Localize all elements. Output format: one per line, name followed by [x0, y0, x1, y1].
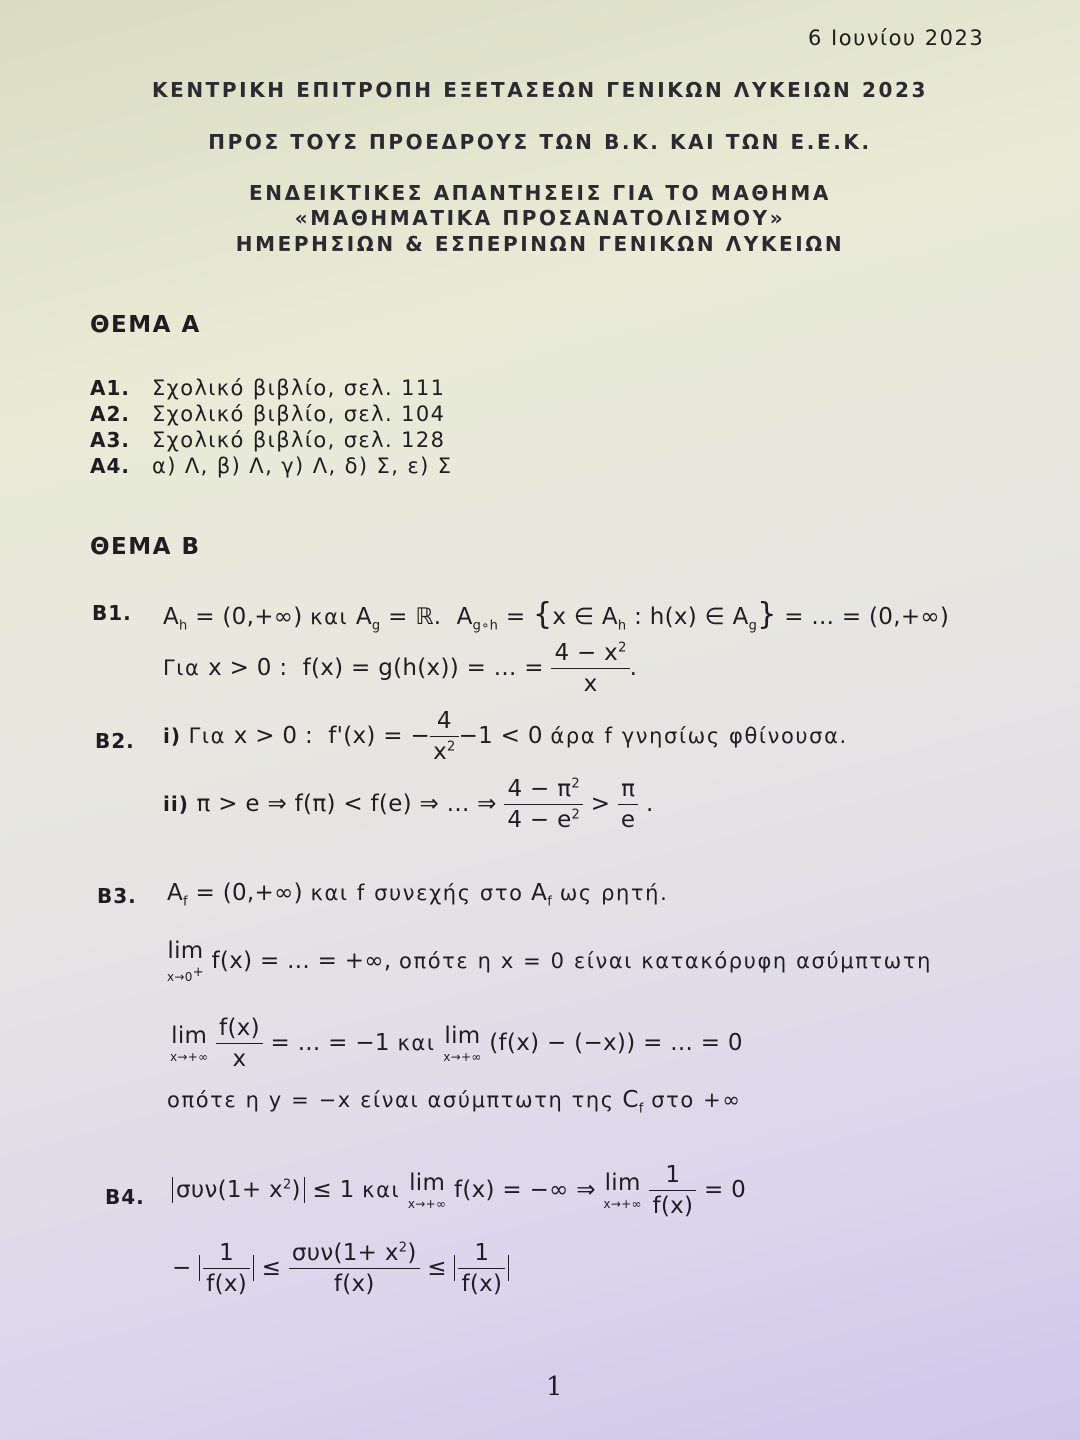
a3-text: Σχολικό βιβλίο, σελ. 128 [152, 428, 446, 452]
b3-label: Β3. [97, 884, 137, 908]
header-line-3: ΕΝΔΕΙΚΤΙΚΕΣ ΑΠΑΝΤΗΣΕΙΣ ΓΙΑ ΤΟ ΜΑΘΗΜΑ [249, 181, 831, 205]
b2-gia: Για [188, 724, 227, 748]
b1-formula-line-1: $A_h = (0,+\infty)$ και $A_g$ = ℝ. $A_{g\circ h} = \{x$ ∈ $A_h$ : h(x) ∈ $A_g$} = ... = (0,+∞) [163, 597, 950, 634]
b2-formula-ii: ii) π > e ⇒ f(π) < f(e) ⇒ ... ⇒ $\frac{4 - \pi^2}{4 - e^2}$ > $\frac{\pi}{e}$ . [163, 776, 654, 833]
a1-text: Σχολικό βιβλίο, σελ. 111 [152, 376, 446, 400]
b1-label: Β1. [92, 601, 132, 625]
b3-line-3: lim x→+∞ $\frac{f(x)}{x}$ = ... = −1 και lim x→+∞ (f(x) − (−x)) = ... = 0 [170, 1015, 743, 1072]
b3-line1-text: και f συνεχής στο [310, 881, 524, 905]
b4-line-1: $\sigma\upsilon\nu(1+ x^2) \le 1$ και lim x→+∞ f(x) = −∞ ⇒ lim x→+∞ $\frac{1}{f(x)}$ = 0 [172, 1162, 746, 1219]
a4-label: Α4. [90, 454, 130, 478]
b4-line-2: − $\frac{1}{f(x)}$ ≤ $\frac{\sigma\upsilon\nu(1+ x^2)}{f(x)}$ ≤ $\frac{1}{f(x)}$ [172, 1240, 509, 1297]
page-number: 1 [546, 1372, 563, 1402]
b3-kai: και [397, 1031, 436, 1055]
header-line-1: ΚΕΝΤΡΙΚΗ ΕΠΙΤΡΟΠΗ ΕΞΕΤΑΣΕΩΝ ΓΕΝΙΚΩΝ ΛΥΚΕΙΩΝ 2023 [151, 78, 929, 102]
b3-line-4: οπότε η y = −x είναι ασύμπτωτη της $C_f$ στο +∞ [167, 1087, 742, 1117]
header-line-2: ΠΡΟΣ ΤΟΥΣ ΠΡΟΕΔΡΟΥΣ ΤΩΝ Β.Κ. ΚΑΙ ΤΩΝ Ε.Ε.Κ. [208, 130, 872, 154]
b1-gia: Για [163, 656, 201, 680]
thema-a-title: ΘΕΜΑ Α [90, 312, 201, 338]
a2-text: Σχολικό βιβλίο, σελ. 104 [152, 402, 446, 426]
b3-line-1: $A_f = (0,+\infty)$ και f συνεχής στο $A_f$ ως ρητή. [167, 880, 669, 910]
b2-text: άρα f γνησίως φθίνουσα. [550, 724, 848, 748]
answer-a3 [90, 428, 445, 452]
date: 6 Ιουνίου 2023 [808, 26, 985, 50]
b1-kai: και [310, 605, 349, 629]
a2-label: Α2. [90, 402, 130, 426]
b3-line4b-text: στο +∞ [651, 1088, 742, 1112]
b2-i-label: i) [163, 724, 181, 748]
b4-kai: και [362, 1178, 401, 1202]
answer-a4 [90, 454, 452, 478]
a4-text: α) Λ, β) Λ, γ) Λ, δ) Σ, ε) Σ [152, 454, 453, 478]
b1-formula-line-2: Για x > 0 : f(x) = g(h(x)) = ... = $\frac{4 - x^2}{x}$ . [163, 640, 638, 697]
a1-label: Α1. [90, 376, 130, 400]
b2-label: Β2. [95, 729, 135, 753]
b3-line4-text: οπότε η y = −x είναι ασύμπτωτη της [167, 1088, 615, 1112]
header-line-5: ΗΜΕΡΗΣΙΩΝ & ΕΣΠΕΡΙΝΩΝ ΓΕΝΙΚΩΝ ΛΥΚΕΙΩΝ [235, 232, 845, 256]
thema-b-title: ΘΕΜΑ Β [90, 534, 201, 560]
answer-a1 [90, 376, 445, 400]
a3-label: Α3. [90, 428, 130, 452]
b4-label: Β4. [105, 1185, 145, 1209]
header-line-4: «ΜΑΘΗΜΑΤΙΚΑ ΠΡΟΣΑΝΑΤΟΛΙΣΜΟΥ» [294, 206, 786, 230]
b3-line2-text: οπότε η x = 0 είναι κατακόρυφη ασύμπτωτη [399, 949, 932, 973]
b3-line-2: lim x→0+ f(x) = ... = +∞, οπότε η x = 0 είναι κατακόρυφη ασύμπτωτη [167, 938, 932, 984]
answer-a2 [90, 402, 445, 426]
b2-formula-i: i) Για x > 0 : f'(x) = − $\frac{4}{x^2}$ −1 < 0 άρα f γνησίως φθίνουσα. [163, 708, 848, 765]
b3-line1b-text: ως ρητή. [559, 881, 669, 905]
b2-ii-label: ii) [163, 792, 189, 816]
